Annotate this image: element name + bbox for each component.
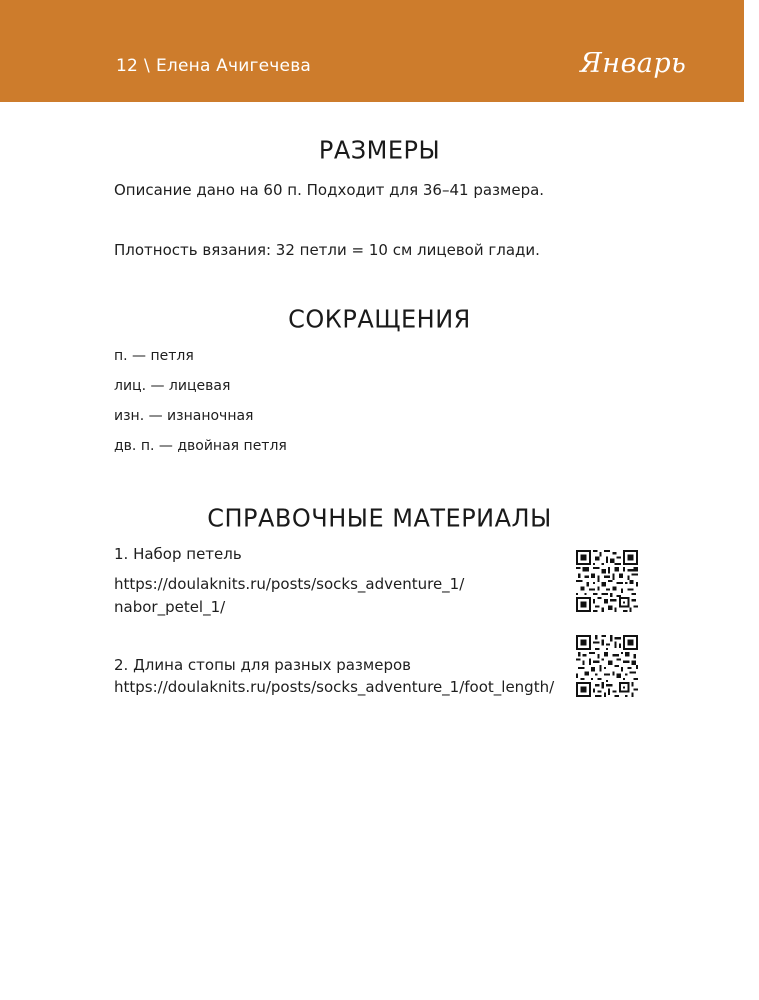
sizes-description: Описание дано на 60 п. Подходит для 36–41 размера. [114,181,545,199]
qr-code-icon [576,550,638,612]
header-separator: \ [144,56,150,76]
author-name: Елена Ачигечева [155,56,312,76]
section-title-abbreviations: СОКРАЩЕНИЯ [288,304,471,334]
reference-link-1-line2[interactable]: nabor_petel_1/ [114,598,226,616]
abbreviation-item: лиц. — лицевая [114,378,231,394]
section-title-references: СПРАВОЧНЫЕ МАТЕРИАЛЫ [207,503,552,533]
qr-code-icon[interactable] [576,550,638,612]
reference-label-2: 2. Длина стопы для разных размеров [114,656,411,674]
reference-link-2[interactable]: https://doulaknits.ru/posts/socks_adventure_1/foot_length/ [114,678,555,696]
reference-label-1: 1. Набор петель [114,545,242,563]
gauge-text: Плотность вязания: 32 петли = 10 см лицевой глади. [114,241,540,259]
page-header [0,0,744,102]
qr-code-icon [576,635,638,697]
page-number: 12 [116,56,139,76]
reference-link-1-line1[interactable]: https://doulaknits.ru/posts/socks_adventure_1/ [114,575,465,593]
section-title-sizes: РАЗМЕРЫ [318,135,441,165]
abbreviation-item: п. — петля [114,348,194,364]
abbreviation-item: дв. п. — двойная петля [114,438,287,454]
header-left [116,56,311,76]
chapter-title: Январь [580,48,687,79]
abbreviation-item: изн. — изнаночная [114,408,254,424]
qr-code-icon[interactable] [576,635,638,697]
